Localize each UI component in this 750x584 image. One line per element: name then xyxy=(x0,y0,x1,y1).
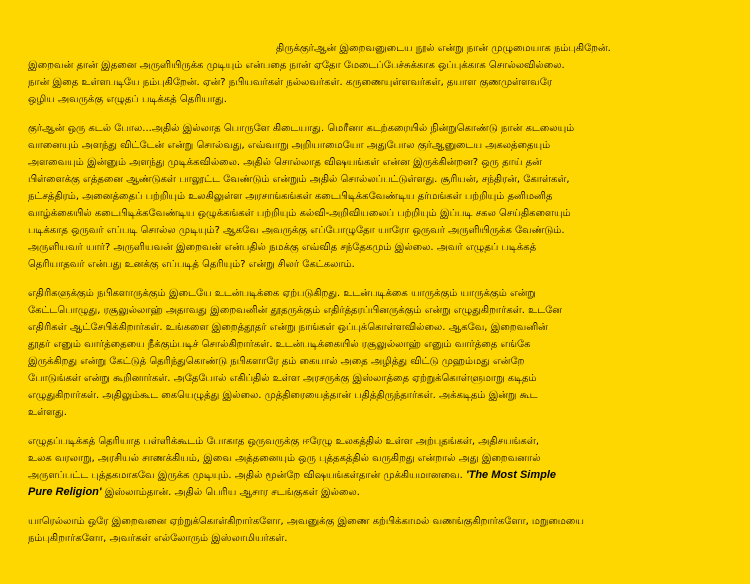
text-segment: இஸ்லாம்தான். அதில் பெரிய ஆசார சடங்குகள் இல்லை. xyxy=(101,487,360,498)
text-line xyxy=(28,484,722,501)
text-line: குர்ஆன் ஒரு கடல் போல...அதில் இல்லாத பொருளே கிடையாது. மெரீனா கடற்கரையில் நின்றுகொண்டு நான் கடலையும் xyxy=(28,123,575,134)
paragraph-2 xyxy=(28,120,722,273)
text-line: கேட்டபொழுது, ரசூலுல்லாஹ் அதாவது இறைவனின் தூதருக்கும் எதிர்த்தரப்பினருக்கும் என்று எழுதுகிறார்கள். உடனே xyxy=(28,305,562,316)
text-line: நம்புகிறார்களோ, அவர்கள் எல்லோரும் இஸ்லாமியர்கள். xyxy=(28,533,288,544)
text-line: ஒழிய அவருக்கு எழுதப் படிக்கத் தெரியாது. xyxy=(28,94,227,105)
text-line: தூதர் எனும் வார்த்தையை நீக்கும்படிச் சொல்கிறார்கள். உடன்படிக்கையில் ரசூலுல்லாஹ் எனும் வார்த்தை எங்கே xyxy=(28,339,531,350)
text-line: போடுங்கள் என்று கூறினார்கள். அதேபோல் எகிப்தில் உள்ள அரசருக்கு இஸ்லாத்தை ஏற்றுக்கொள்ளுமாறு கடிதம் xyxy=(28,373,537,384)
text-line: அருளியவர் யார்? அருளியவன் இறைவன் என்பதில் நமக்கு எவ்வித சந்தேகமும் இல்லை. அவர் எழுதப் படிக்கத் xyxy=(28,242,537,253)
text-line xyxy=(28,467,722,484)
text-line: எதிரிகள் ஆட்சேபிக்கிறார்கள். உங்களை இறைத்தூதர் என்று நாங்கள் ஒப்புக்கொள்ளவில்லை. ஆகவே, இறைவனின் xyxy=(28,322,548,333)
text-line: உலக வரலாறு, அரசியல் சாணக்கியம், இவை அத்தனையும் ஒரு புத்தகத்தில் வருகிறது என்றால் அது இறைவனால் xyxy=(28,453,541,464)
text-line: நான் இதை உள்ளபடியே நம்புகிறேன். ஏன்? நபியவர்கள் நல்லவர்கள். கருணையுள்ளவர்கள், தயாள குணமுள்ளவரே xyxy=(28,77,552,88)
text-line: இறைவன் தான் இதனை அருளியிருக்க முடியும் என்பதை நான் ஏதோ மேடைப்பேச்சுக்காக ஒப்புக்காக சொல்லவில்லை. xyxy=(28,60,565,71)
text-line: இருக்கிறது என்று கேட்டுத் தெரிந்துகொண்டு நபிகளாரே தம் கையால் அதை அழித்து விட்டு முஹம்மது என்றே xyxy=(28,356,525,367)
paragraph-5 xyxy=(28,513,722,547)
text-line: நட்சத்திரம், அனைத்தைப் பற்றியும் உலகிலுள்ள அரசாங்கங்கள் கடைபிடிக்கவேண்டிய தர்மங்கள் பற்றியும் தனிமனித xyxy=(28,191,553,202)
paragraph-4 xyxy=(28,433,722,501)
paragraph-3 xyxy=(28,285,722,421)
text-line: யாரெல்லாம் ஒரே இறைவனை ஏற்றுக்கொள்கிறார்களோ, அவனுக்கு இணை கற்பிக்காமல் வணங்குகிறார்களோ, மறுமையை xyxy=(28,516,584,527)
paragraph-1 xyxy=(28,40,722,108)
text-line: பிள்ளைக்கு எத்தனை ஆண்டுகள் பாலூட்ட வேண்டும் என்றும் அதில் சொல்லப்பட்டுள்ளது. சூரியன், சந்திரன், கோள்கள், xyxy=(28,174,570,185)
text-segment: அருளப்பட்ட புத்தகமாகவே இருக்க முடியும். அதில் மூன்றே விஷயங்கள்தான் முக்கியமானவை. xyxy=(28,470,463,481)
text-line: படிக்காத ஒருவர் எப்படி சொல்ல முடியும்? ஆகவே அவருக்கு எப்போழுதோ யாரோ ஒருவர் அருளியிருக்க வேண்டும். xyxy=(28,225,565,236)
text-line: திருக்குர்ஆன் இறைவனுடைய நூல் என்று நான் முழுமையாக நம்புகிறேன். xyxy=(276,43,611,54)
text-line: வாழ்க்கையில் கடைபிடிக்கவேண்டிய ஒழுக்கங்கள் பற்றியும் கல்வி-அறிவியலைப் பற்றியும் இப்படி சகல செய்திகளையும் xyxy=(28,208,571,219)
text-line: எழுதுகிறார்கள். அதிலும்கூட கையெழுத்து இல்லை. முத்திரையைத்தான் பதித்திருந்தார்கள். அக்கடிதம் இன்று கூட xyxy=(28,390,538,401)
emphasized-phrase: 'The Most Simple xyxy=(466,469,557,481)
text-line: எதிரிகளுக்கும் நபிகளாருக்கும் இடையே உடன்படிக்கை ஏற்படுகிறது. உடன்படிக்கை யாருக்கும் யாருக்கும் என்று xyxy=(28,288,536,299)
text-line: அளவையும் இன்னும் அளந்து முடிக்கவில்லை. அதில் சொல்லாத விஷயங்கள் என்ன இருக்கின்றன? ஒரு தாய் தன் xyxy=(28,157,542,168)
text-line: உள்ளது. xyxy=(28,407,67,418)
text-line: வானையும் அளந்து விட்டேன் என்று சொல்வது, எவ்வாறு அறியாமையோ அதுபோல குர்ஆனுடைய அகலத்தையும் xyxy=(28,140,551,151)
emphasized-phrase: Pure Religion' xyxy=(28,486,102,498)
text-line: தெரியாதவர் என்பது உனக்கு எப்படித் தெரியும்? என்று சிலர் கேட்கலாம். xyxy=(28,259,355,270)
text-line: எழுதப்படிக்கத் தெரியாத பள்ளிக்கூடம் போகாத ஒருவருக்கு ஈரேழு உலகத்தில் உள்ள அற்புதங்கள், அதிசயங்கள், xyxy=(28,436,540,447)
